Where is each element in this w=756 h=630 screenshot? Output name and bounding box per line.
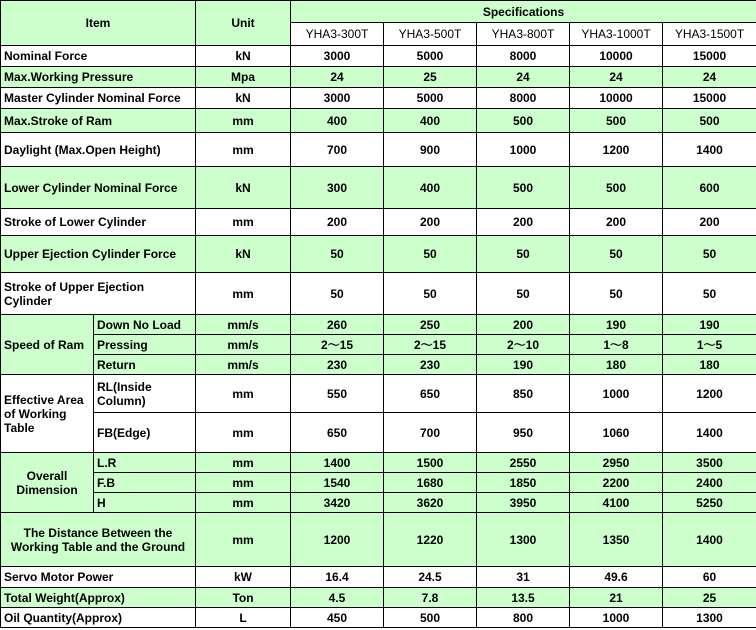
cell-value: 1～8 [570,335,663,355]
cell-value: 3420 [291,493,384,513]
group-label-effective-area: Effective Area of Working Table [1,375,94,453]
cell-value: 1060 [570,413,663,453]
cell-value: 50 [663,236,756,273]
model-header: YHA3-1500T [663,23,756,46]
cell-value: 49.6 [570,567,663,588]
row-label: Lower Cylinder Nominal Force [1,167,196,209]
row-label: Stroke of Upper Ejection Cylinder [1,273,196,315]
row-unit: mm [196,109,291,133]
row-label: Max.Working Pressure [1,67,196,88]
cell-value: 3000 [291,46,384,67]
cell-value: 180 [663,355,756,375]
table-row [1,608,756,628]
cell-value: 260 [291,315,384,335]
cell-value: 500 [384,608,477,628]
row-unit: mm [196,273,291,315]
row-unit: Mpa [196,67,291,88]
cell-value: 24 [291,67,384,88]
cell-value: 500 [663,109,756,133]
row-unit: mm [196,493,291,513]
cell-value: 650 [291,413,384,453]
cell-value: 1200 [570,133,663,167]
table-row [1,133,756,167]
sub-label: L.R [94,453,196,473]
row-unit: kN [196,46,291,67]
model-header: YHA3-300T [291,23,384,46]
table-row [1,315,756,335]
cell-value: 10000 [570,88,663,109]
cell-value: 650 [384,375,477,413]
table-row [1,513,756,567]
table-row [1,46,756,67]
cell-value: 5250 [663,493,756,513]
row-label: Stroke of Lower Cylinder [1,209,196,236]
cell-value: 700 [384,413,477,453]
cell-value: 15000 [663,46,756,67]
model-header: YHA3-1000T [570,23,663,46]
cell-value: 300 [291,167,384,209]
cell-value: 1400 [291,453,384,473]
cell-value: 190 [570,315,663,335]
cell-value: 3620 [384,493,477,513]
cell-value: 2～15 [291,335,384,355]
cell-value: 2950 [570,453,663,473]
cell-value: 2～15 [384,335,477,355]
row-unit: Ton [196,588,291,608]
cell-value: 50 [477,273,570,315]
cell-value: 950 [477,413,570,453]
cell-value: 550 [291,375,384,413]
row-label: Servo Motor Power [1,567,196,588]
cell-value: 600 [663,167,756,209]
row-unit: mm [196,453,291,473]
cell-value: 3500 [663,453,756,473]
cell-value: 16.4 [291,567,384,588]
cell-value: 2400 [663,473,756,493]
header-specifications: Specifications [291,1,756,23]
row-label: Total Weight(Approx) [1,588,196,608]
cell-value: 3950 [477,493,570,513]
table-row [1,453,756,473]
cell-value: 1500 [384,453,477,473]
row-unit: mm/s [196,335,291,355]
table-row [1,209,756,236]
cell-value: 4.5 [291,588,384,608]
cell-value: 1400 [663,133,756,167]
cell-value: 1000 [570,375,663,413]
cell-value: 190 [477,355,570,375]
cell-value: 50 [384,273,477,315]
row-label: Max.Stroke of Ram [1,109,196,133]
table-row [1,109,756,133]
cell-value: 2～10 [477,335,570,355]
cell-value: 8000 [477,88,570,109]
row-label: Master Cylinder Nominal Force [1,88,196,109]
cell-value: 60 [663,567,756,588]
row-label: Upper Ejection Cylinder Force [1,236,196,273]
cell-value: 50 [291,273,384,315]
cell-value: 24 [663,67,756,88]
cell-value: 700 [291,133,384,167]
table-row [1,167,756,209]
cell-value: 1220 [384,513,477,567]
header-item: Item [1,1,196,46]
cell-value: 200 [384,209,477,236]
cell-value: 21 [570,588,663,608]
row-unit: mm [196,375,291,413]
table-row [1,588,756,608]
cell-value: 500 [570,167,663,209]
cell-value: 1000 [477,133,570,167]
cell-value: 230 [384,355,477,375]
sub-label: Pressing [94,335,196,355]
table-row [1,236,756,273]
cell-value: 15000 [663,88,756,109]
row-label: Nominal Force [1,46,196,67]
table-row [1,375,756,413]
cell-value: 25 [663,588,756,608]
cell-value: 1300 [477,513,570,567]
row-unit: mm/s [196,355,291,375]
sub-label: Down No Load [94,315,196,335]
cell-value: 50 [384,236,477,273]
header-unit: Unit [196,1,291,46]
cell-value: 1850 [477,473,570,493]
row-unit: mm [196,473,291,493]
cell-value: 50 [291,236,384,273]
cell-value: 400 [384,167,477,209]
group-label-overall: Overall Dimension [1,453,94,513]
cell-value: 5000 [384,88,477,109]
cell-value: 500 [477,109,570,133]
cell-value: 200 [570,209,663,236]
cell-value: 8000 [477,46,570,67]
cell-value: 500 [570,109,663,133]
cell-value: 5000 [384,46,477,67]
cell-value: 1300 [663,608,756,628]
cell-value: 900 [384,133,477,167]
cell-value: 400 [384,109,477,133]
cell-value: 1400 [663,413,756,453]
cell-value: 1680 [384,473,477,493]
table-row [1,493,756,513]
row-unit: mm [196,513,291,567]
row-label: The Distance Between the Working Table and the Ground [1,513,196,567]
row-unit: kN [196,88,291,109]
cell-value: 24 [570,67,663,88]
cell-value: 1350 [570,513,663,567]
cell-value: 450 [291,608,384,628]
table-row [1,355,756,375]
cell-value: 7.8 [384,588,477,608]
cell-value: 180 [570,355,663,375]
table-row [1,67,756,88]
cell-value: 1～5 [663,335,756,355]
sub-label: F.B [94,473,196,493]
cell-value: 250 [384,315,477,335]
cell-value: 50 [663,273,756,315]
cell-value: 1400 [663,513,756,567]
cell-value: 3000 [291,88,384,109]
sub-label: H [94,493,196,513]
model-header: YHA3-800T [477,23,570,46]
row-unit: mm [196,133,291,167]
cell-value: 50 [570,273,663,315]
table-row [1,273,756,315]
row-unit: kW [196,567,291,588]
cell-value: 800 [477,608,570,628]
cell-value: 24 [477,67,570,88]
row-unit: kN [196,236,291,273]
row-label: Daylight (Max.Open Height) [1,133,196,167]
cell-value: 50 [570,236,663,273]
cell-value: 1540 [291,473,384,493]
group-label-speed: Speed of Ram [1,315,94,375]
cell-value: 230 [291,355,384,375]
cell-value: 1000 [570,608,663,628]
row-unit: mm/s [196,315,291,335]
cell-value: 1200 [291,513,384,567]
row-unit: mm [196,413,291,453]
cell-value: 190 [663,315,756,335]
cell-value: 200 [291,209,384,236]
row-unit: L [196,608,291,628]
row-label: Oil Quantity(Approx) [1,608,196,628]
row-unit: kN [196,167,291,209]
sub-label: RL(Inside Column) [94,375,196,413]
cell-value: 2550 [477,453,570,473]
cell-value: 200 [477,209,570,236]
cell-value: 13.5 [477,588,570,608]
row-unit: mm [196,209,291,236]
cell-value: 4100 [570,493,663,513]
table-row [1,335,756,355]
cell-value: 500 [477,167,570,209]
cell-value: 200 [477,315,570,335]
table-row [1,567,756,588]
table-row [1,88,756,109]
cell-value: 24.5 [384,567,477,588]
table-row [1,413,756,453]
model-header: YHA3-500T [384,23,477,46]
cell-value: 200 [663,209,756,236]
sub-label: Return [94,355,196,375]
cell-value: 400 [291,109,384,133]
sub-label: FB(Edge) [94,413,196,453]
cell-value: 31 [477,567,570,588]
cell-value: 50 [477,236,570,273]
cell-value: 2200 [570,473,663,493]
cell-value: 1200 [663,375,756,413]
cell-value: 850 [477,375,570,413]
cell-value: 25 [384,67,477,88]
table-row [1,473,756,493]
cell-value: 10000 [570,46,663,67]
